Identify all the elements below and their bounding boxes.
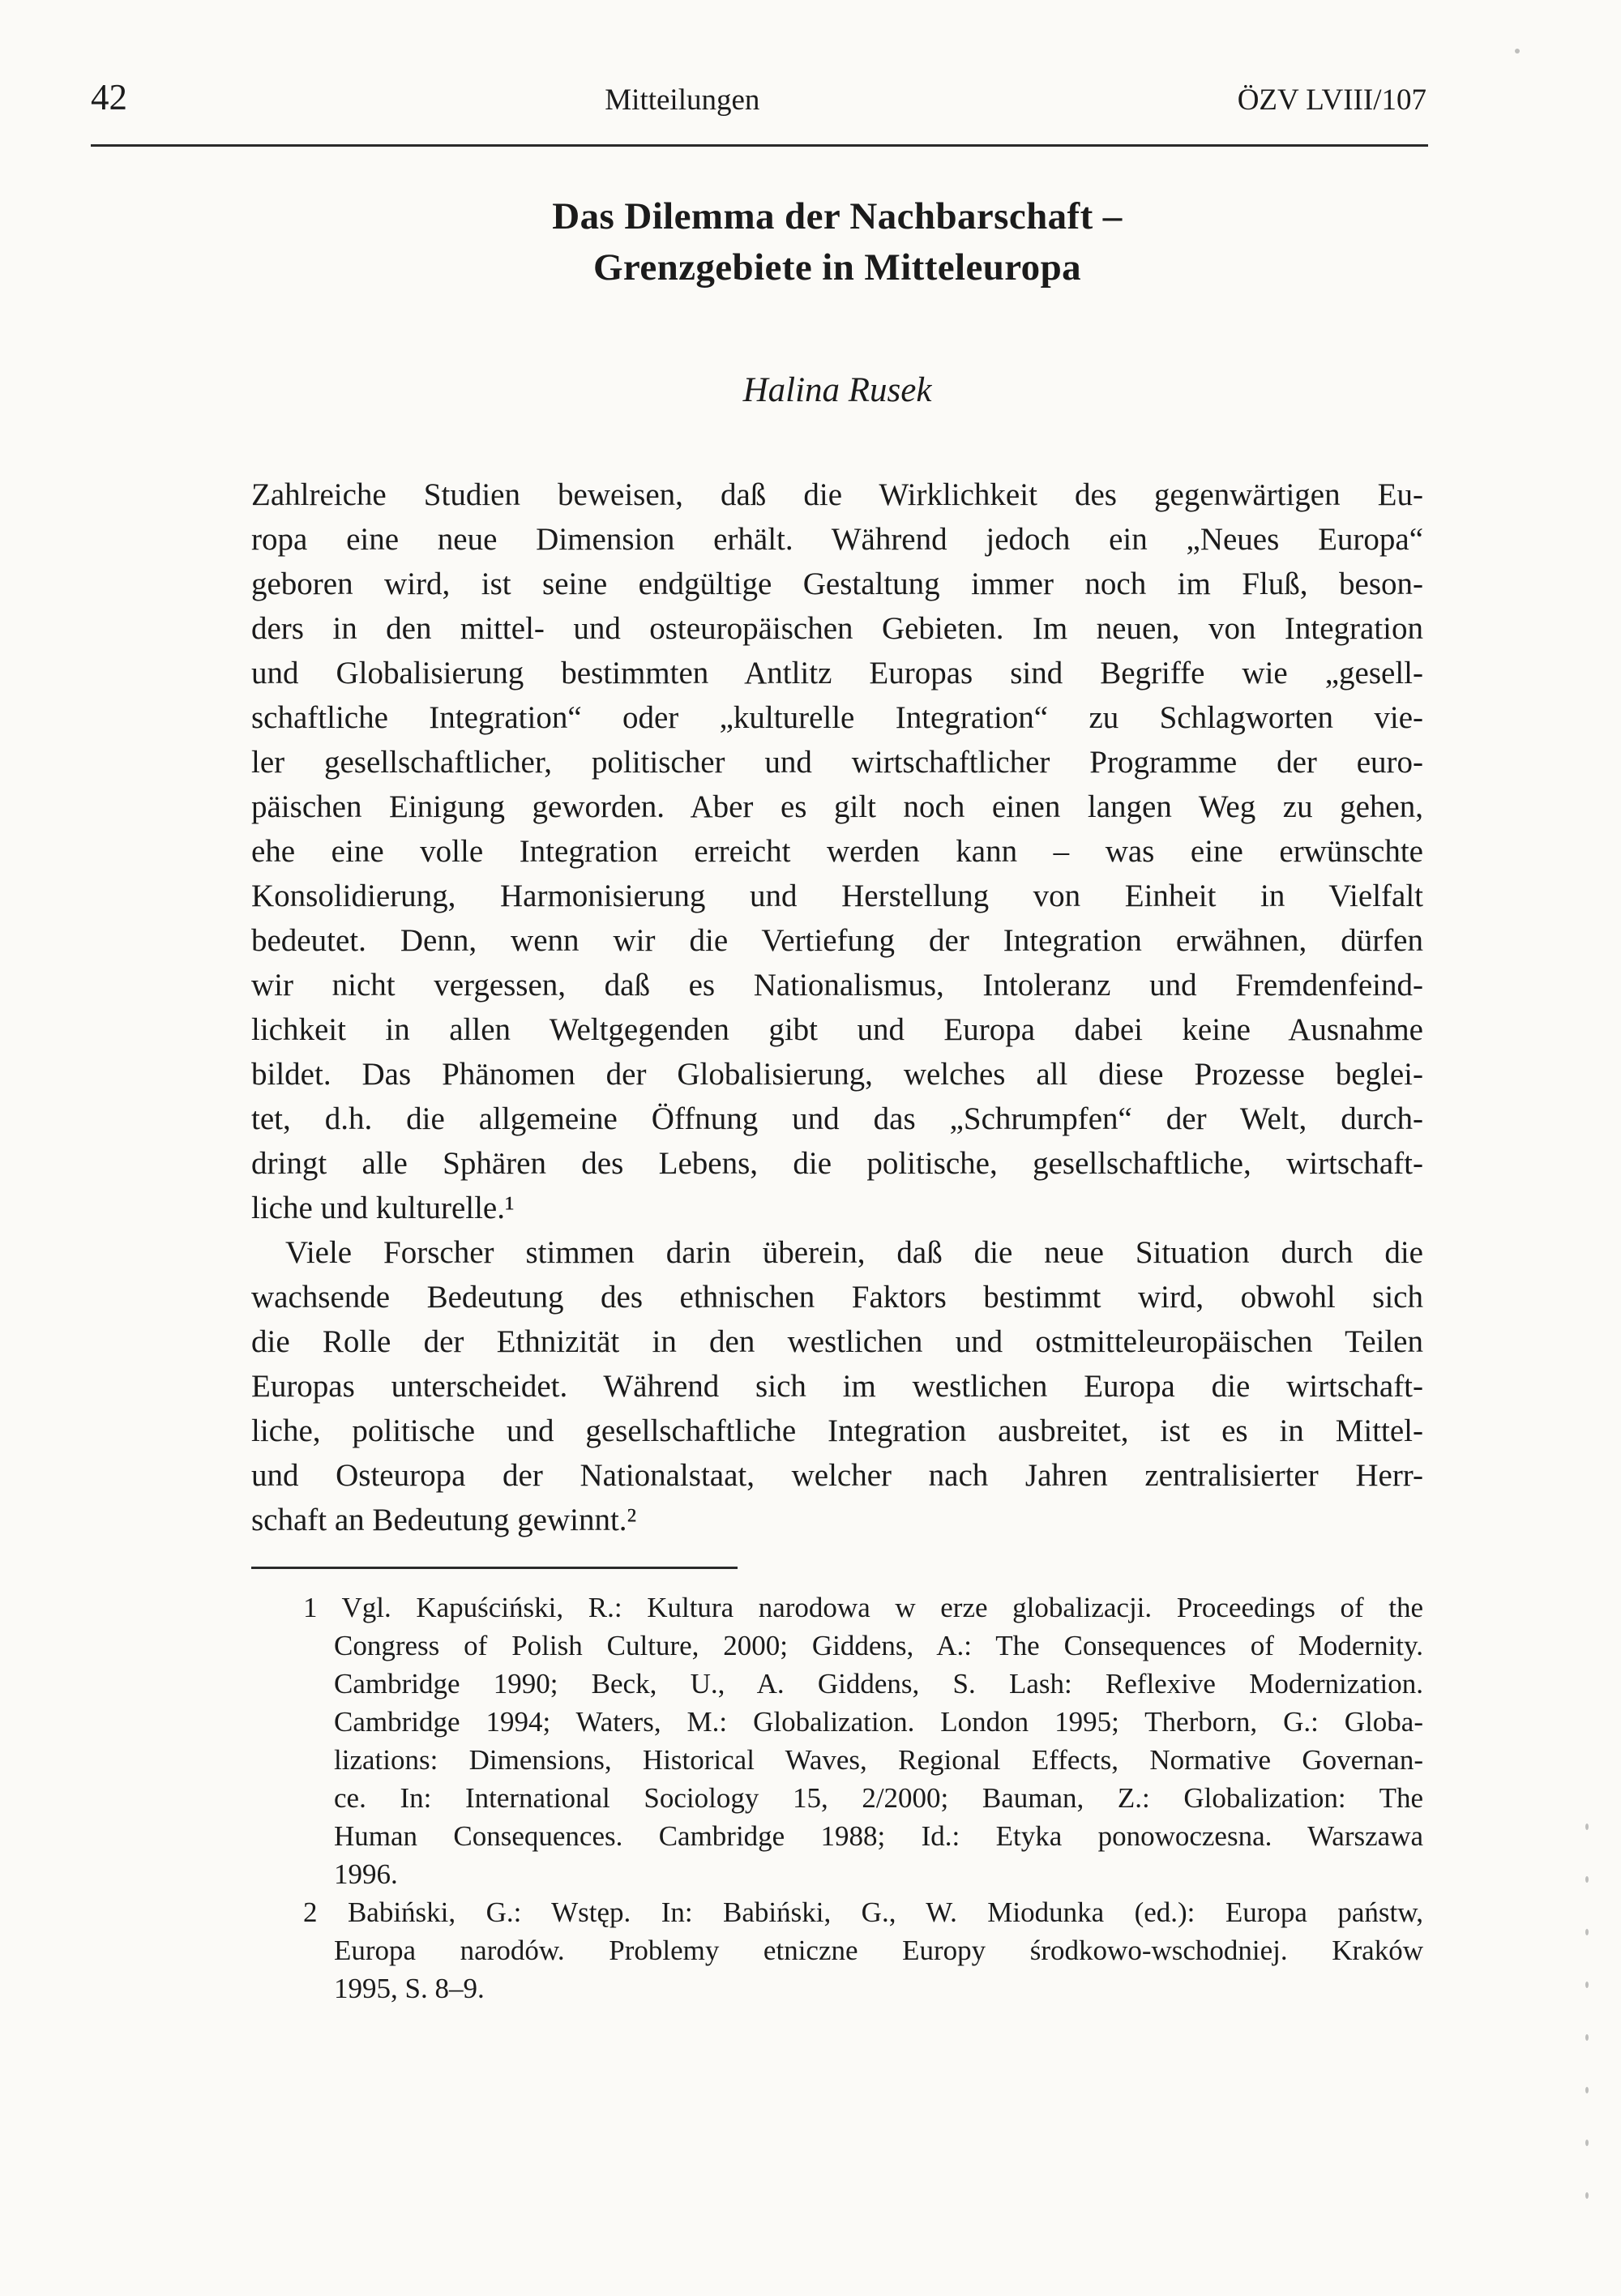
footnote-line: Europa narodów. Problemy etniczne Europy środkowo-wschodniej. Kraków (334, 1935, 1423, 1966)
footnote-line: 1 Vgl. Kapuściński, R.: Kultura narodowa w erze globalizacji. Proceedings of the (303, 1592, 1423, 1623)
paragraph (251, 1230, 1423, 1542)
scan-artifact (1585, 1982, 1589, 1988)
footnote-line: 1995, S. 8–9. (334, 1973, 485, 2004)
footnote-line: Congress of Polish Culture, 2000; Giddens, A.: The Consequences of Modernity. (334, 1630, 1423, 1661)
body-line: ehe eine volle Integration erreicht werden kann – was eine erwünschte (251, 834, 1423, 869)
body-line: tet, d.h. die allgemeine Öffnung und das „Schrumpfen“ der Welt, durch- (251, 1101, 1423, 1136)
body-line: päischen Einigung geworden. Aber es gilt noch einen langen Weg zu gehen, (251, 789, 1423, 824)
title-line-1: Das Dilemma der Nachbarschaft – (552, 195, 1123, 237)
body-line: ler gesellschaftlicher, politischer und wirtschaftlicher Programme der euro- (251, 745, 1423, 780)
body-line: Viele Forscher stimmen darin überein, daß die neue Situation durch die (285, 1235, 1423, 1270)
body-paragraphs (251, 472, 1423, 1542)
body-line: wachsende Bedeutung des ethnischen Faktors bestimmt wird, obwohl sich (251, 1280, 1423, 1315)
scan-artifact (1585, 2034, 1589, 2041)
footnote-line: 1996. (334, 1858, 398, 1890)
body-line: bedeutet. Denn, wenn wir die Vertiefung der Integration erwähnen, dürfen (251, 923, 1423, 958)
scan-artifact (1585, 1929, 1589, 1935)
author-name: Halina Rusek (742, 371, 932, 409)
footnote-separator (251, 1567, 738, 1569)
scan-artifact (1515, 49, 1520, 53)
title-line-2: Grenzgebiete in Mitteleuropa (592, 246, 1082, 289)
body-line: wir nicht vergessen, daß es Nationalismus, Intoleranz und Fremdenfeind- (251, 968, 1423, 1003)
article-title (251, 191, 1423, 293)
body-line: ders in den mittel- und osteuropäischen Gebieten. Im neuen, von Integration (251, 611, 1423, 646)
footnotes (303, 1588, 1423, 2007)
scan-artifact (1585, 2087, 1589, 2093)
body-line: Zahlreiche Studien beweisen, daß die Wirklichkeit des gegenwärtigen Eu- (251, 477, 1423, 512)
page-number: 42 (91, 77, 127, 118)
footnote-line: Human Consequences. Cambridge 1988; Id.: Etyka ponowoczesna. Warszawa (334, 1820, 1423, 1852)
scan-artifact (1585, 2192, 1589, 2199)
body-line: und Globalisierung bestimmten Antlitz Europas sind Begriffe wie „gesell- (251, 656, 1423, 691)
body-line: Konsolidierung, Harmonisierung und Herstellung von Einheit in Vielfalt (251, 879, 1423, 913)
footnote-line: lizations: Dimensions, Historical Waves, Regional Effects, Normative Governan- (334, 1744, 1423, 1776)
body-line: geboren wird, ist seine endgültige Gestaltung immer noch im Fluß, beson- (251, 567, 1423, 601)
footnote (303, 1893, 1423, 2007)
article-content (251, 0, 1423, 2007)
body-line: schaft an Bedeutung gewinnt.² (251, 1503, 637, 1537)
body-line: Europas unterscheidet. Während sich im westlichen Europa die wirtschaft- (251, 1369, 1423, 1404)
paragraph (251, 472, 1423, 1230)
footnote-line: Cambridge 1994; Waters, M.: Globalization. London 1995; Therborn, G.: Globa- (334, 1706, 1423, 1738)
issue-label: ÖZV LVIII/107 (1237, 83, 1426, 117)
footnote (303, 1588, 1423, 1893)
body-line: bildet. Das Phänomen der Globalisierung, welches all diese Prozesse beglei- (251, 1057, 1423, 1092)
body-line: schaftliche Integration“ oder „kulturelle Integration“ zu Schlagworten vie- (251, 700, 1423, 735)
body-line: lichkeit in allen Weltgegenden gibt und Europa dabei keine Ausnahme (251, 1012, 1423, 1047)
footnote-line: 2 Babiński, G.: Wstęp. In: Babiński, G., W. Miodunka (ed.): Europa państw, (303, 1896, 1423, 1928)
body-line: liche und kulturelle.¹ (251, 1191, 515, 1225)
footnote-line: ce. In: International Sociology 15, 2/2000; Bauman, Z.: Globalization: The (334, 1782, 1423, 1814)
journal-title: Mitteilungen (605, 83, 760, 117)
footnote-line: Cambridge 1990; Beck, U., A. Giddens, S. Lash: Reflexive Modernization. (334, 1668, 1423, 1700)
body-line: und Osteuropa der Nationalstaat, welcher nach Jahren zentralisierter Herr- (251, 1458, 1423, 1493)
body-line: liche, politische und gesellschaftliche Integration ausbreitet, ist es in Mittel- (251, 1413, 1423, 1448)
body-line: dringt alle Sphären des Lebens, die politische, gesellschaftliche, wirtschaft- (251, 1146, 1423, 1181)
scan-artifact (1585, 2140, 1589, 2146)
body-line: die Rolle der Ethnizität in den westlichen und ostmitteleuropäischen Teilen (251, 1324, 1423, 1359)
scan-artifact (1585, 1876, 1589, 1883)
body-line: ropa eine neue Dimension erhält. Während jedoch ein „Neues Europa“ (251, 522, 1423, 557)
scan-artifact (1585, 1824, 1589, 1830)
